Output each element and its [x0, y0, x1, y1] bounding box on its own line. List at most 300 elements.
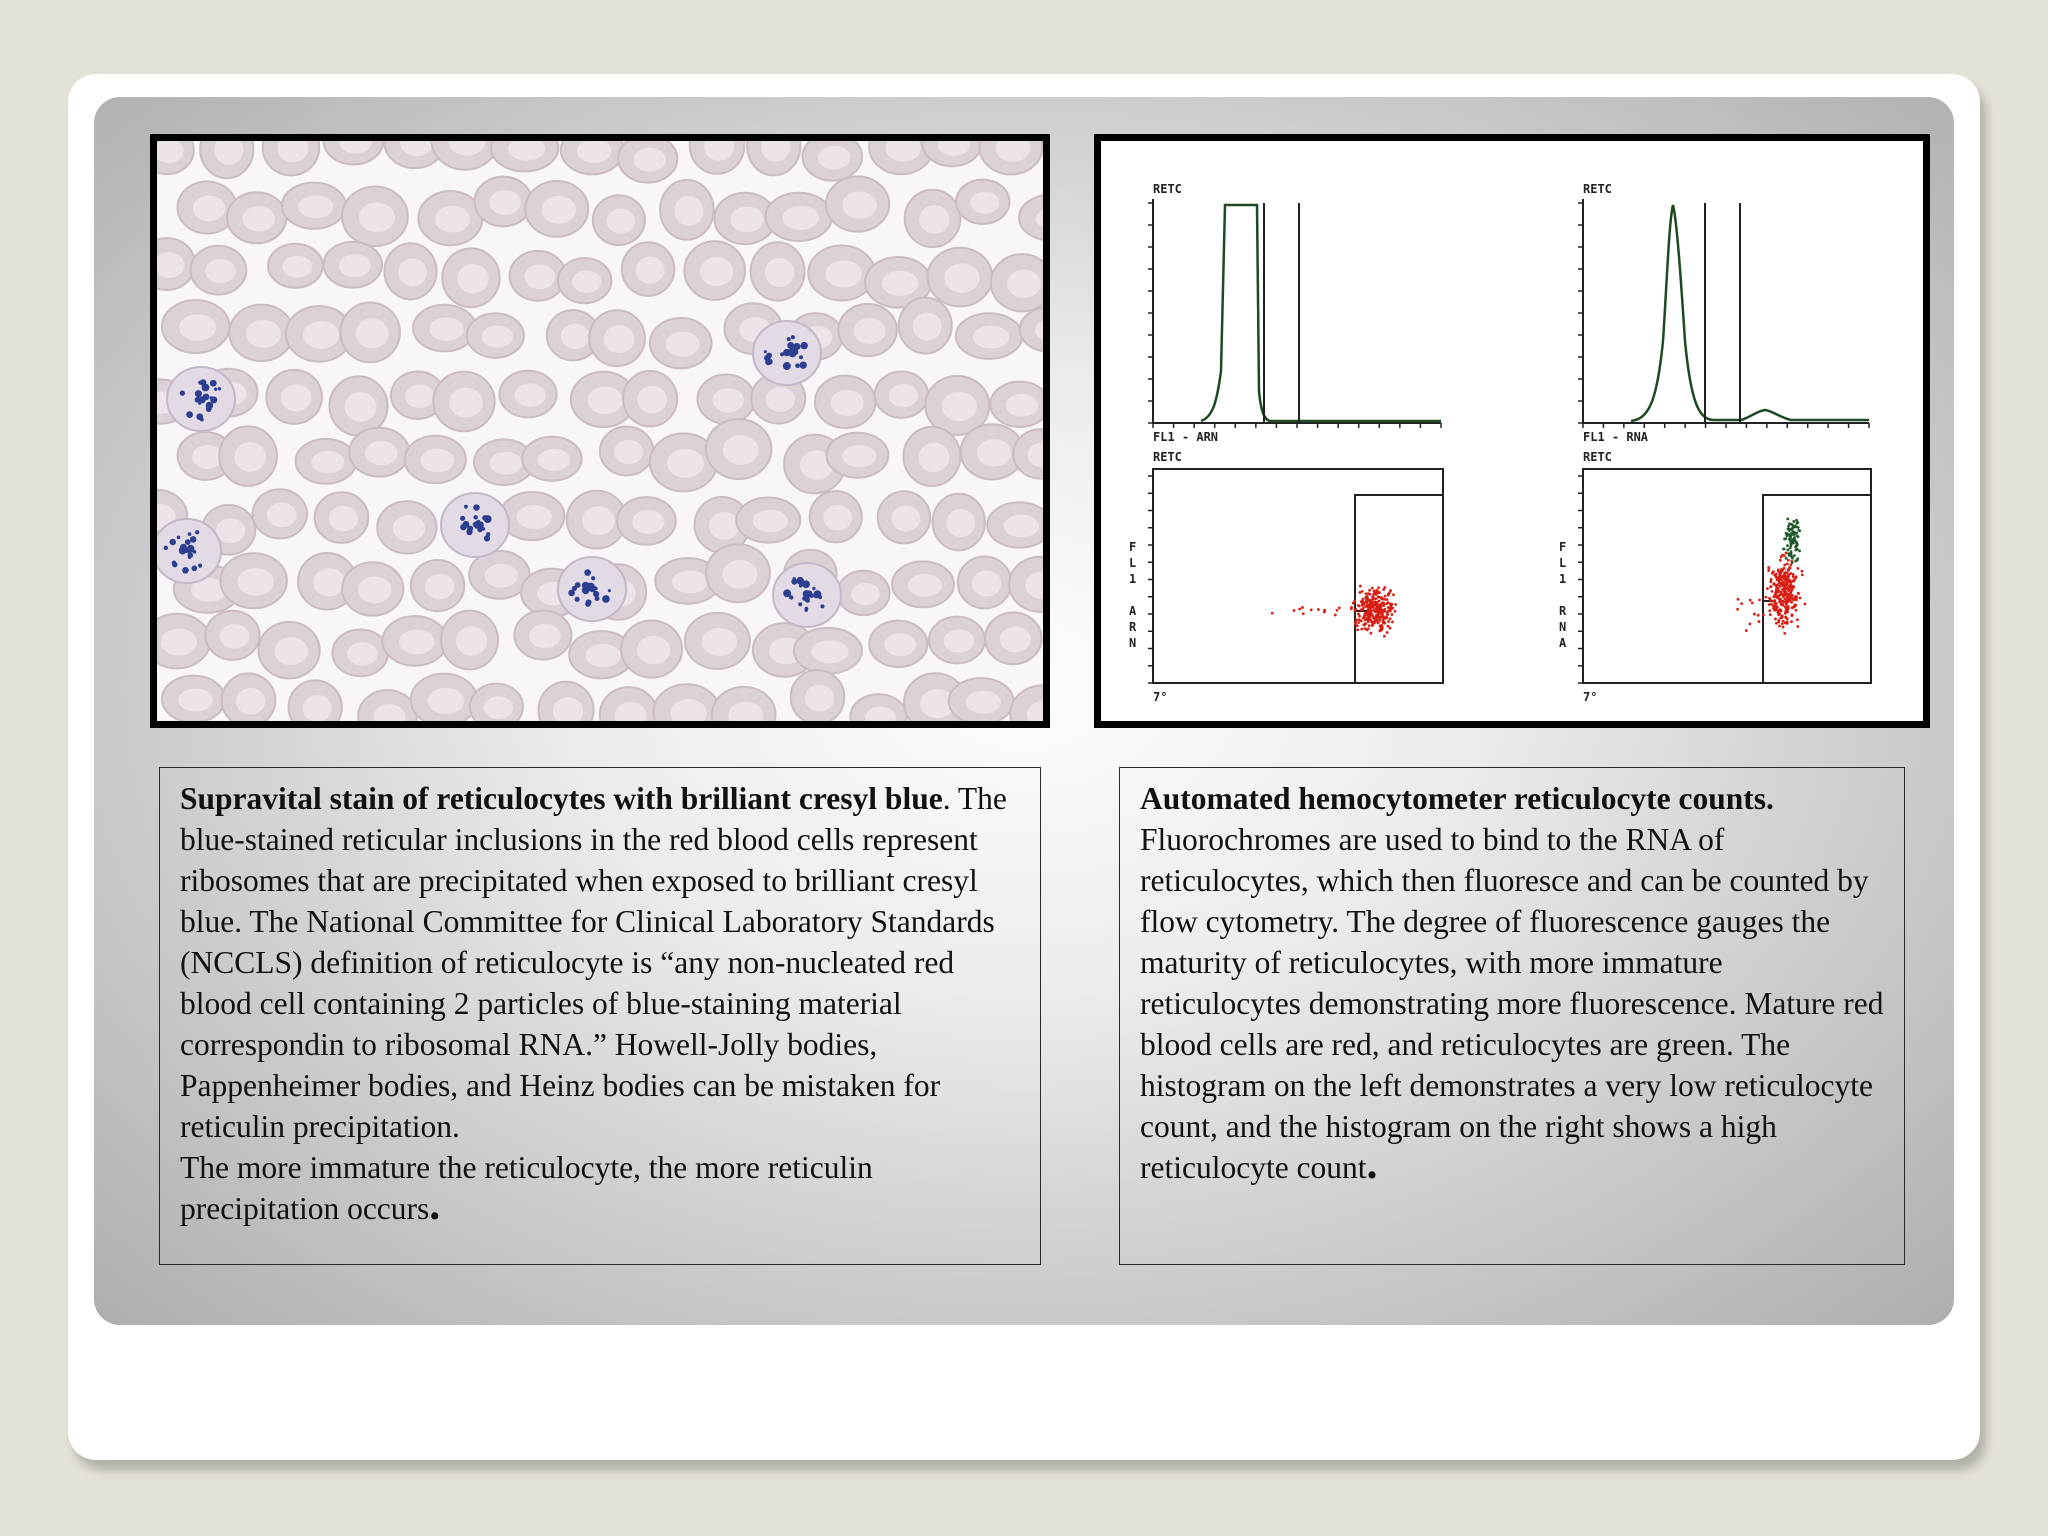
event-dot: [1796, 557, 1799, 560]
caption-left-closing: The more immature the reticulocyte, the more reticulin precipitation occurs: [180, 1150, 873, 1226]
event-dot: [1389, 627, 1392, 630]
event-dot: [1382, 588, 1385, 591]
event-dot: [1386, 598, 1389, 601]
reticulocyte: [753, 321, 821, 385]
caption-right: [1119, 767, 1905, 1265]
red-blood-cell: [268, 244, 323, 288]
event-dot: [1373, 603, 1376, 606]
event-dot: [1350, 608, 1353, 611]
red-blood-cell: [621, 621, 682, 678]
red-blood-cell: [253, 489, 307, 538]
event-dot: [1783, 587, 1786, 590]
event-dot: [1801, 570, 1804, 573]
red-blood-cell: [349, 428, 409, 477]
event-dot: [1368, 593, 1371, 596]
event-dot: [1390, 607, 1393, 610]
axis-label-char: 1: [1559, 572, 1567, 586]
caption-right-bold-lead: Automated hemocytometer reticulocyte counts.: [1140, 781, 1774, 816]
event-dot: [1775, 573, 1778, 576]
event-dot: [1791, 529, 1794, 532]
event-dot: [1310, 609, 1313, 612]
red-blood-cell: [985, 612, 1041, 664]
reticulocyte: [558, 557, 626, 621]
event-dot: [1382, 602, 1385, 605]
event-dot: [1784, 622, 1787, 625]
histogram-left-xlabel: FL1 - ARN: [1153, 430, 1219, 444]
scatter-left-corner-label: 7°: [1153, 690, 1168, 704]
axis-label-char: 1: [1129, 572, 1137, 586]
red-blood-cell: [794, 628, 862, 674]
event-dot: [1785, 576, 1788, 579]
event-dot: [1789, 547, 1792, 550]
reticulocyte: [441, 493, 509, 557]
red-blood-cell: [766, 193, 832, 241]
event-dot: [1749, 599, 1752, 602]
event-dot: [1369, 632, 1372, 635]
red-blood-cell: [878, 491, 930, 543]
scatter-left-events: [1271, 585, 1397, 638]
event-dot: [1796, 618, 1799, 621]
red-blood-cell: [875, 372, 928, 418]
red-blood-cell: [222, 674, 276, 721]
event-dot: [1386, 631, 1389, 634]
event-dot: [1776, 611, 1779, 614]
red-blood-cell: [433, 372, 494, 431]
scatter-right-top-label: RETC: [1583, 450, 1612, 464]
event-dot: [1372, 606, 1375, 609]
event-dot: [1376, 605, 1379, 608]
red-blood-cell: [475, 177, 532, 227]
event-dot: [1323, 609, 1326, 612]
red-blood-cell: [470, 684, 523, 721]
event-dot: [1391, 621, 1394, 624]
event-dot: [1795, 609, 1798, 612]
event-dot: [1781, 569, 1784, 572]
event-dot: [1792, 520, 1795, 523]
red-blood-cell: [905, 190, 961, 247]
red-blood-cell: [329, 376, 387, 435]
axis-label-char: A: [1559, 636, 1567, 650]
event-dot: [1363, 615, 1366, 618]
red-blood-cell: [467, 313, 524, 357]
event-dot: [1788, 598, 1791, 601]
event-dot: [1787, 575, 1790, 578]
event-dot: [1772, 605, 1775, 608]
axis-label-char: L: [1129, 556, 1137, 570]
event-dot: [1797, 529, 1800, 532]
event-dot: [1791, 606, 1794, 609]
caption-left-bold-lead: Supravital stain of reticulocytes with brilliant cresyl blue: [180, 781, 943, 816]
red-blood-cell: [266, 370, 322, 424]
event-dot: [1789, 592, 1792, 595]
red-blood-cell: [826, 433, 888, 478]
red-blood-cell: [791, 670, 845, 721]
red-blood-cell: [869, 621, 927, 667]
event-dot: [1797, 526, 1800, 529]
histogram-right-ylabel: RETC: [1583, 182, 1612, 196]
red-blood-cell: [837, 571, 889, 615]
event-dot: [1789, 542, 1792, 545]
red-blood-cell: [442, 248, 499, 307]
event-dot: [1783, 564, 1786, 567]
event-dot: [1375, 589, 1378, 592]
event-dot: [1392, 593, 1395, 596]
red-blood-cell: [500, 371, 557, 418]
event-dot: [1374, 592, 1377, 595]
event-dot: [1799, 597, 1802, 600]
event-dot: [1782, 620, 1785, 623]
red-blood-cell: [958, 557, 1011, 609]
event-dot: [1796, 543, 1799, 546]
flow-cytometry-plots: [1101, 141, 1923, 721]
red-blood-cell: [684, 241, 745, 299]
red-blood-cell: [382, 616, 447, 665]
axis-label-char: R: [1129, 620, 1137, 634]
event-dot: [1302, 612, 1305, 615]
event-dot: [1757, 614, 1760, 617]
event-dot: [1791, 594, 1794, 597]
event-dot: [1740, 602, 1743, 605]
blood-smear-image: [157, 141, 1043, 721]
event-dot: [1777, 621, 1780, 624]
reticulocyte: [167, 367, 235, 431]
event-dot: [1383, 622, 1386, 625]
red-blood-cell: [510, 251, 566, 301]
red-blood-cell: [258, 622, 319, 678]
scatter-right-corner-label: 7°: [1583, 690, 1598, 704]
red-blood-cell: [706, 419, 771, 479]
red-blood-cell: [600, 427, 653, 476]
event-dot: [1783, 597, 1786, 600]
red-blood-cell: [405, 436, 466, 483]
red-blood-cell: [928, 248, 993, 307]
red-blood-cell: [205, 611, 259, 660]
red-blood-cell: [650, 318, 712, 368]
event-dot: [1387, 625, 1390, 628]
event-dot: [1365, 600, 1368, 603]
event-dot: [1768, 603, 1771, 606]
red-blood-cell: [991, 254, 1043, 311]
red-blood-cell: [815, 376, 875, 428]
red-blood-cell: [315, 492, 369, 543]
event-dot: [1381, 597, 1384, 600]
red-blood-cell: [525, 181, 588, 237]
red-blood-cell: [736, 498, 800, 543]
event-dot: [1781, 622, 1784, 625]
event-dot: [1779, 585, 1782, 588]
event-dot: [1364, 622, 1367, 625]
scatter-right: [1559, 450, 1871, 704]
event-dot: [1786, 549, 1789, 552]
event-dot: [1783, 600, 1786, 603]
event-dot: [1791, 557, 1794, 560]
event-dot: [1391, 613, 1394, 616]
event-dot: [1358, 618, 1361, 621]
event-dot: [1789, 563, 1792, 566]
red-blood-cell: [622, 242, 674, 296]
event-dot: [1334, 614, 1337, 617]
event-dot: [1778, 594, 1781, 597]
event-dot: [1773, 609, 1776, 612]
event-dot: [1779, 559, 1782, 562]
axis-label-char: L: [1559, 556, 1567, 570]
event-dot: [1787, 569, 1790, 572]
event-dot: [1783, 632, 1786, 635]
event-dot: [1791, 614, 1794, 617]
axis-label-char: A: [1129, 604, 1137, 618]
axis-label-char: F: [1129, 540, 1137, 554]
event-dot: [1379, 624, 1382, 627]
red-blood-cell: [411, 674, 478, 721]
event-dot: [1377, 596, 1380, 599]
event-dot: [1745, 629, 1748, 632]
event-dot: [1784, 616, 1787, 619]
event-dot: [1793, 533, 1796, 536]
event-dot: [1371, 587, 1374, 590]
event-dot: [1781, 616, 1784, 619]
red-blood-cell: [282, 183, 346, 229]
red-blood-cell: [220, 553, 286, 608]
scatter-right-events: [1736, 518, 1806, 635]
caption-left-period: .: [429, 1180, 441, 1229]
event-dot: [1769, 586, 1772, 589]
event-dot: [1379, 604, 1382, 607]
event-dot: [1768, 597, 1771, 600]
event-dot: [1748, 622, 1751, 625]
event-dot: [1798, 549, 1801, 552]
red-blood-cell: [987, 502, 1043, 547]
event-dot: [1358, 605, 1361, 608]
red-blood-cell: [589, 310, 645, 366]
red-blood-cell: [660, 180, 713, 240]
red-blood-cell: [157, 614, 210, 669]
axis-label-char: F: [1559, 540, 1567, 554]
histogram-right-curve: [1631, 205, 1869, 421]
red-blood-cell: [697, 374, 754, 423]
red-blood-cell: [826, 177, 889, 232]
event-dot: [1782, 580, 1785, 583]
event-dot: [1293, 609, 1296, 612]
event-dot: [1768, 609, 1771, 612]
caption-right-body: Fluorochromes are used to bind to the RNA of reticulocytes, which then fluoresce and can be counted by flow cytometry. The degree of fluorescence gauges the maturity of reticulocytes, with more immature reticulocytes demonstrating more fluorescence. Mature red blood cells are red, and reticulocytes are green. The histogram on the left demonstrates a very low reticulocyte count, and the histogram on the right shows a high: [1140, 822, 1884, 1144]
event-dot: [1362, 607, 1365, 610]
event-dot: [1783, 567, 1786, 570]
event-dot: [1378, 591, 1381, 594]
event-dot: [1383, 635, 1386, 638]
red-blood-cell: [838, 304, 896, 356]
event-dot: [1790, 550, 1793, 553]
red-blood-cell: [899, 298, 952, 354]
red-blood-cell: [342, 187, 408, 246]
event-dot: [1788, 594, 1791, 597]
reticulocyte: [773, 563, 841, 627]
event-dot: [1301, 606, 1304, 609]
red-blood-cell: [418, 191, 482, 245]
event-dot: [1787, 587, 1790, 590]
axis-label-char: N: [1129, 636, 1137, 650]
event-dot: [1737, 598, 1740, 601]
event-dot: [1785, 557, 1788, 560]
scatter-right-ylabel: [1559, 540, 1567, 650]
caption-right-closing: reticulocyte count: [1140, 1150, 1367, 1185]
event-dot: [1774, 618, 1777, 621]
scatter-left-ylabel: [1129, 540, 1137, 650]
event-dot: [1801, 574, 1804, 577]
event-dot: [1336, 609, 1339, 612]
red-blood-cell: [411, 560, 464, 611]
event-dot: [1795, 519, 1798, 522]
event-dot: [1789, 567, 1792, 570]
red-blood-cell: [903, 427, 960, 486]
red-blood-cell: [685, 613, 750, 669]
event-dot: [1786, 596, 1789, 599]
event-dot: [1795, 575, 1798, 578]
red-blood-cell: [558, 258, 611, 303]
event-dot: [1371, 595, 1374, 598]
event-dot: [1779, 582, 1782, 585]
event-dot: [1783, 548, 1786, 551]
event-dot: [1377, 586, 1380, 589]
event-dot: [1357, 621, 1360, 624]
event-dot: [1786, 562, 1789, 565]
event-dot: [1369, 611, 1372, 614]
histogram-right-xlabel: FL1 - RNA: [1583, 430, 1649, 444]
event-dot: [1790, 620, 1793, 623]
scatter-left: [1129, 450, 1443, 704]
event-dot: [1374, 610, 1377, 613]
event-dot: [1782, 626, 1785, 629]
event-dot: [1378, 599, 1381, 602]
event-dot: [1758, 599, 1761, 602]
red-blood-cell: [892, 561, 954, 607]
event-dot: [1378, 612, 1381, 615]
micrograph-reticulocytes: [150, 134, 1050, 728]
histogram-left-ylabel: RETC: [1153, 182, 1182, 196]
event-dot: [1368, 624, 1371, 627]
red-blood-cell: [162, 676, 225, 721]
histogram-left-curve: [1201, 205, 1441, 421]
red-blood-cell: [296, 439, 357, 484]
event-dot: [1789, 600, 1792, 603]
event-dot: [1793, 554, 1796, 557]
event-dot: [1389, 589, 1392, 592]
event-dot: [1394, 603, 1397, 606]
red-blood-cell: [324, 242, 382, 288]
red-blood-cell: [191, 246, 247, 295]
event-dot: [1370, 599, 1373, 602]
event-dot: [1796, 567, 1799, 570]
histogram-right: [1578, 182, 1869, 444]
event-dot: [1356, 628, 1359, 631]
red-blood-cell: [332, 629, 388, 676]
event-dot: [1776, 596, 1779, 599]
red-blood-cell: [219, 426, 277, 486]
scatter-left-top-label: RETC: [1153, 450, 1182, 464]
event-dot: [1360, 628, 1363, 631]
event-dot: [1271, 612, 1274, 615]
event-dot: [1380, 609, 1383, 612]
red-blood-cell: [413, 305, 476, 352]
flow-cytometry-figure: [1094, 134, 1930, 728]
event-dot: [1793, 605, 1796, 608]
event-dot: [1775, 584, 1778, 587]
red-blood-cell: [441, 611, 498, 670]
event-dot: [1792, 575, 1795, 578]
caption-left: [159, 767, 1041, 1265]
event-dot: [1767, 569, 1770, 572]
event-dot: [1785, 551, 1788, 554]
red-blood-cell: [623, 371, 677, 426]
event-dot: [1368, 589, 1371, 592]
reticulocyte: [157, 519, 221, 583]
red-blood-cell: [810, 491, 862, 542]
event-dot: [1381, 628, 1384, 631]
red-blood-cell: [342, 562, 403, 615]
red-blood-cell: [956, 313, 1022, 359]
event-dot: [1791, 561, 1794, 564]
event-dot: [1780, 579, 1783, 582]
event-dot: [1394, 610, 1397, 613]
red-blood-cell: [229, 305, 293, 362]
event-dot: [1789, 539, 1792, 542]
axis-label-char: N: [1559, 620, 1567, 634]
red-blood-cell: [500, 492, 565, 540]
caption-left-body: . The blue-stained reticular inclusions in the red blood cells represent ribosomes that are precipitated when exposed to brilliant cresyl blue. The National Committee for Clinical Laboratory Standards (NCCLS) definition of reticulocyte is “any non-nucleated red blood cell containing 2 particles of blue-staining material correspondin to ribosomal RNA.” Howell-Jolly bodies, Pappenheimer bodies, and Heinz bodies can be mistaken for reticulin precipitation.: [180, 781, 1007, 1144]
event-dot: [1382, 604, 1385, 607]
event-dot: [1384, 595, 1387, 598]
event-dot: [1382, 619, 1385, 622]
event-dot: [1389, 617, 1392, 620]
event-dot: [1385, 602, 1388, 605]
event-dot: [1753, 613, 1756, 616]
event-dot: [1386, 613, 1389, 616]
event-dot: [1780, 555, 1783, 558]
event-dot: [1790, 523, 1793, 526]
red-blood-cell: [949, 678, 1014, 721]
event-dot: [1358, 591, 1361, 594]
event-dot: [1792, 537, 1795, 540]
event-dot: [1364, 627, 1367, 630]
event-dot: [1786, 518, 1789, 521]
event-dot: [1804, 603, 1807, 606]
event-dot: [1778, 590, 1781, 593]
event-dot: [1298, 608, 1301, 611]
event-dot: [1796, 522, 1799, 525]
event-dot: [1766, 587, 1769, 590]
event-dot: [1782, 604, 1785, 607]
event-dot: [1769, 613, 1772, 616]
red-blood-cell: [384, 243, 436, 299]
red-blood-cell: [929, 617, 985, 664]
event-dot: [1777, 569, 1780, 572]
event-dot: [1762, 613, 1765, 616]
event-dot: [1777, 587, 1780, 590]
event-dot: [1796, 625, 1799, 628]
caption-right-period: .: [1366, 1139, 1378, 1188]
event-dot: [1785, 611, 1788, 614]
event-dot: [1359, 585, 1362, 588]
event-dot: [1789, 572, 1792, 575]
event-dot: [1788, 528, 1791, 531]
red-blood-cell: [227, 192, 286, 243]
event-dot: [1791, 580, 1794, 583]
event-dot: [1354, 622, 1357, 625]
event-dot: [1355, 619, 1358, 622]
event-dot: [1775, 602, 1778, 605]
event-dot: [1390, 603, 1393, 606]
event-dot: [1767, 566, 1770, 569]
event-dot: [1317, 608, 1320, 611]
